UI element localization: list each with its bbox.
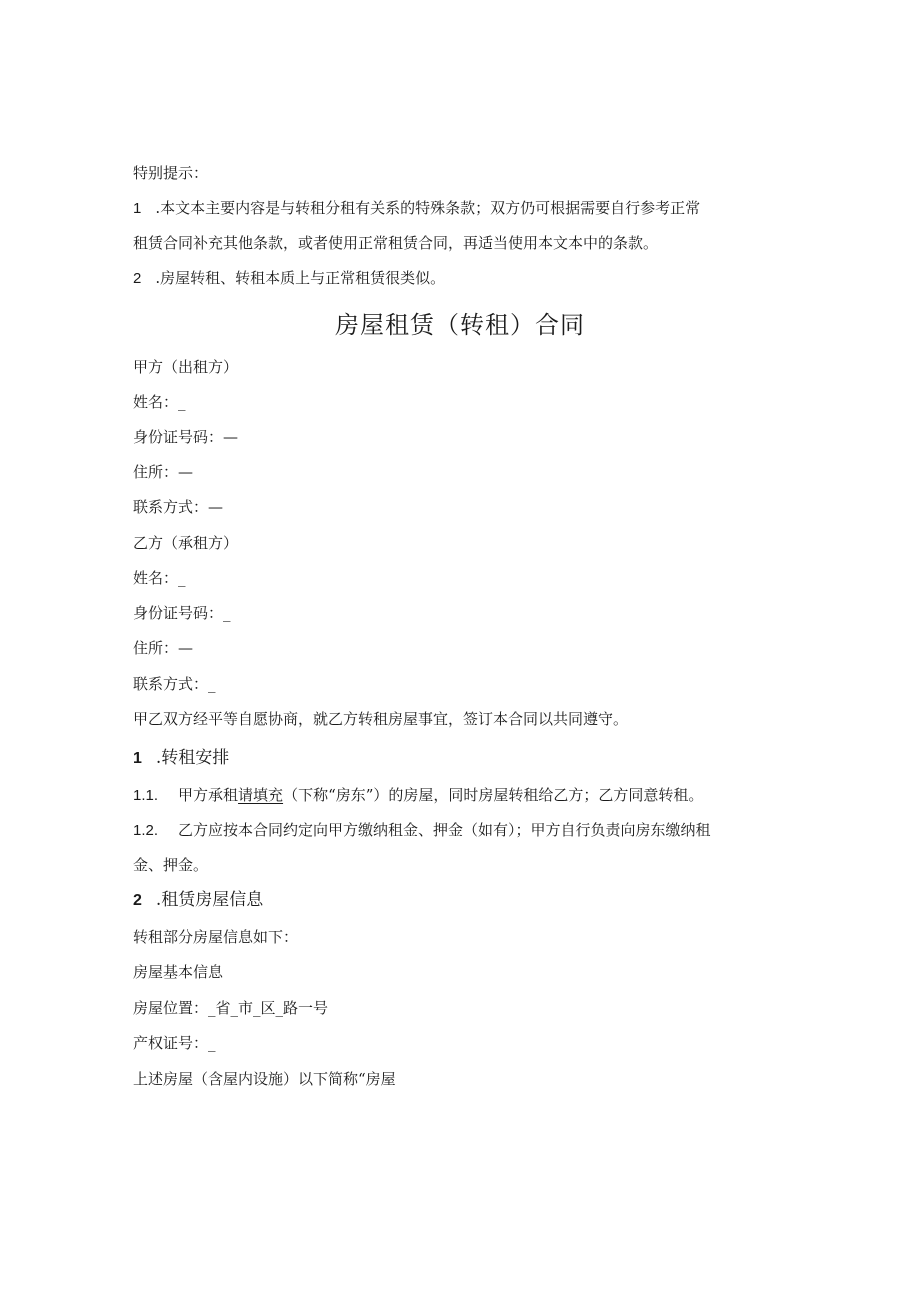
party-a-id: 身份证号码：— (133, 428, 239, 446)
notice-heading: 特别提示： (133, 164, 209, 182)
party-a-contact: 联系方式：— (133, 498, 224, 516)
clause-1-2 (133, 820, 711, 841)
house-note: 上述房屋（含屋内设施）以下简称“房屋 (133, 1070, 396, 1088)
section-1-heading (133, 748, 229, 769)
clause-1-1-number: 1.1. (133, 787, 159, 804)
section-1-number: 1 (133, 750, 142, 767)
notice-item-1-continued: 租赁合同补充其他条款，或者使用正常租赁合同，再适当使用本文本中的条款。 (133, 234, 659, 252)
notice-item-1 (133, 198, 700, 219)
party-a-address: 住所：— (133, 463, 194, 481)
section-2-heading (133, 890, 263, 911)
clause-1-1 (133, 785, 703, 806)
party-a-name: 姓名：_ (133, 393, 186, 411)
house-location: 房屋位置：_省_市_区_路一号 (133, 999, 329, 1017)
party-b-contact: 联系方式：_ (133, 675, 216, 693)
contract-title: 房屋租赁（转租）合同 (335, 311, 585, 339)
notice-item-2 (133, 268, 445, 289)
notice-item-1-number: 1 (133, 200, 142, 217)
party-b-id: 身份证号码：_ (133, 604, 231, 622)
section-2-intro: 转租部分房屋信息如下： (133, 928, 299, 946)
clause-1-1-fill-field[interactable]: 请填充 (238, 786, 284, 804)
section-1-title: .转租安排 (155, 748, 230, 768)
party-a-heading: 甲方（出租方） (133, 358, 239, 376)
section-2-number: 2 (133, 892, 142, 909)
clause-1-2-number: 1.2. (133, 822, 159, 839)
property-certificate: 产权证号：_ (133, 1034, 216, 1052)
clause-1-1-text-post: （下称“房东”）的房屋，同时房屋转租给乙方；乙方同意转租。 (283, 786, 704, 804)
house-basic-info: 房屋基本信息 (133, 963, 224, 981)
notice-item-2-text: .房屋转租、转租本质上与正常租赁很类似。 (155, 269, 446, 287)
notice-item-2-number: 2 (133, 270, 142, 287)
party-b-heading: 乙方（承租方） (133, 534, 239, 552)
party-b-address: 住所：— (133, 639, 194, 657)
clause-1-2-continued: 金、押金。 (133, 856, 209, 874)
clause-1-1-text-pre: 甲方承租 (178, 786, 239, 804)
preamble: 甲乙双方经平等自愿协商，就乙方转租房屋事宜，签订本合同以共同遵守。 (133, 710, 629, 728)
section-2-title: .租赁房屋信息 (155, 890, 264, 910)
party-b-name: 姓名：_ (133, 569, 186, 587)
clause-1-2-text: 乙方应按本合同约定向甲方缴纳租金、押金（如有）；甲方自行负责向房东缴纳租 (178, 821, 711, 839)
notice-item-1-text: .本文本主要内容是与转租分租有关系的特殊条款；双方仍可根据需要自行参考正常 (155, 199, 701, 217)
